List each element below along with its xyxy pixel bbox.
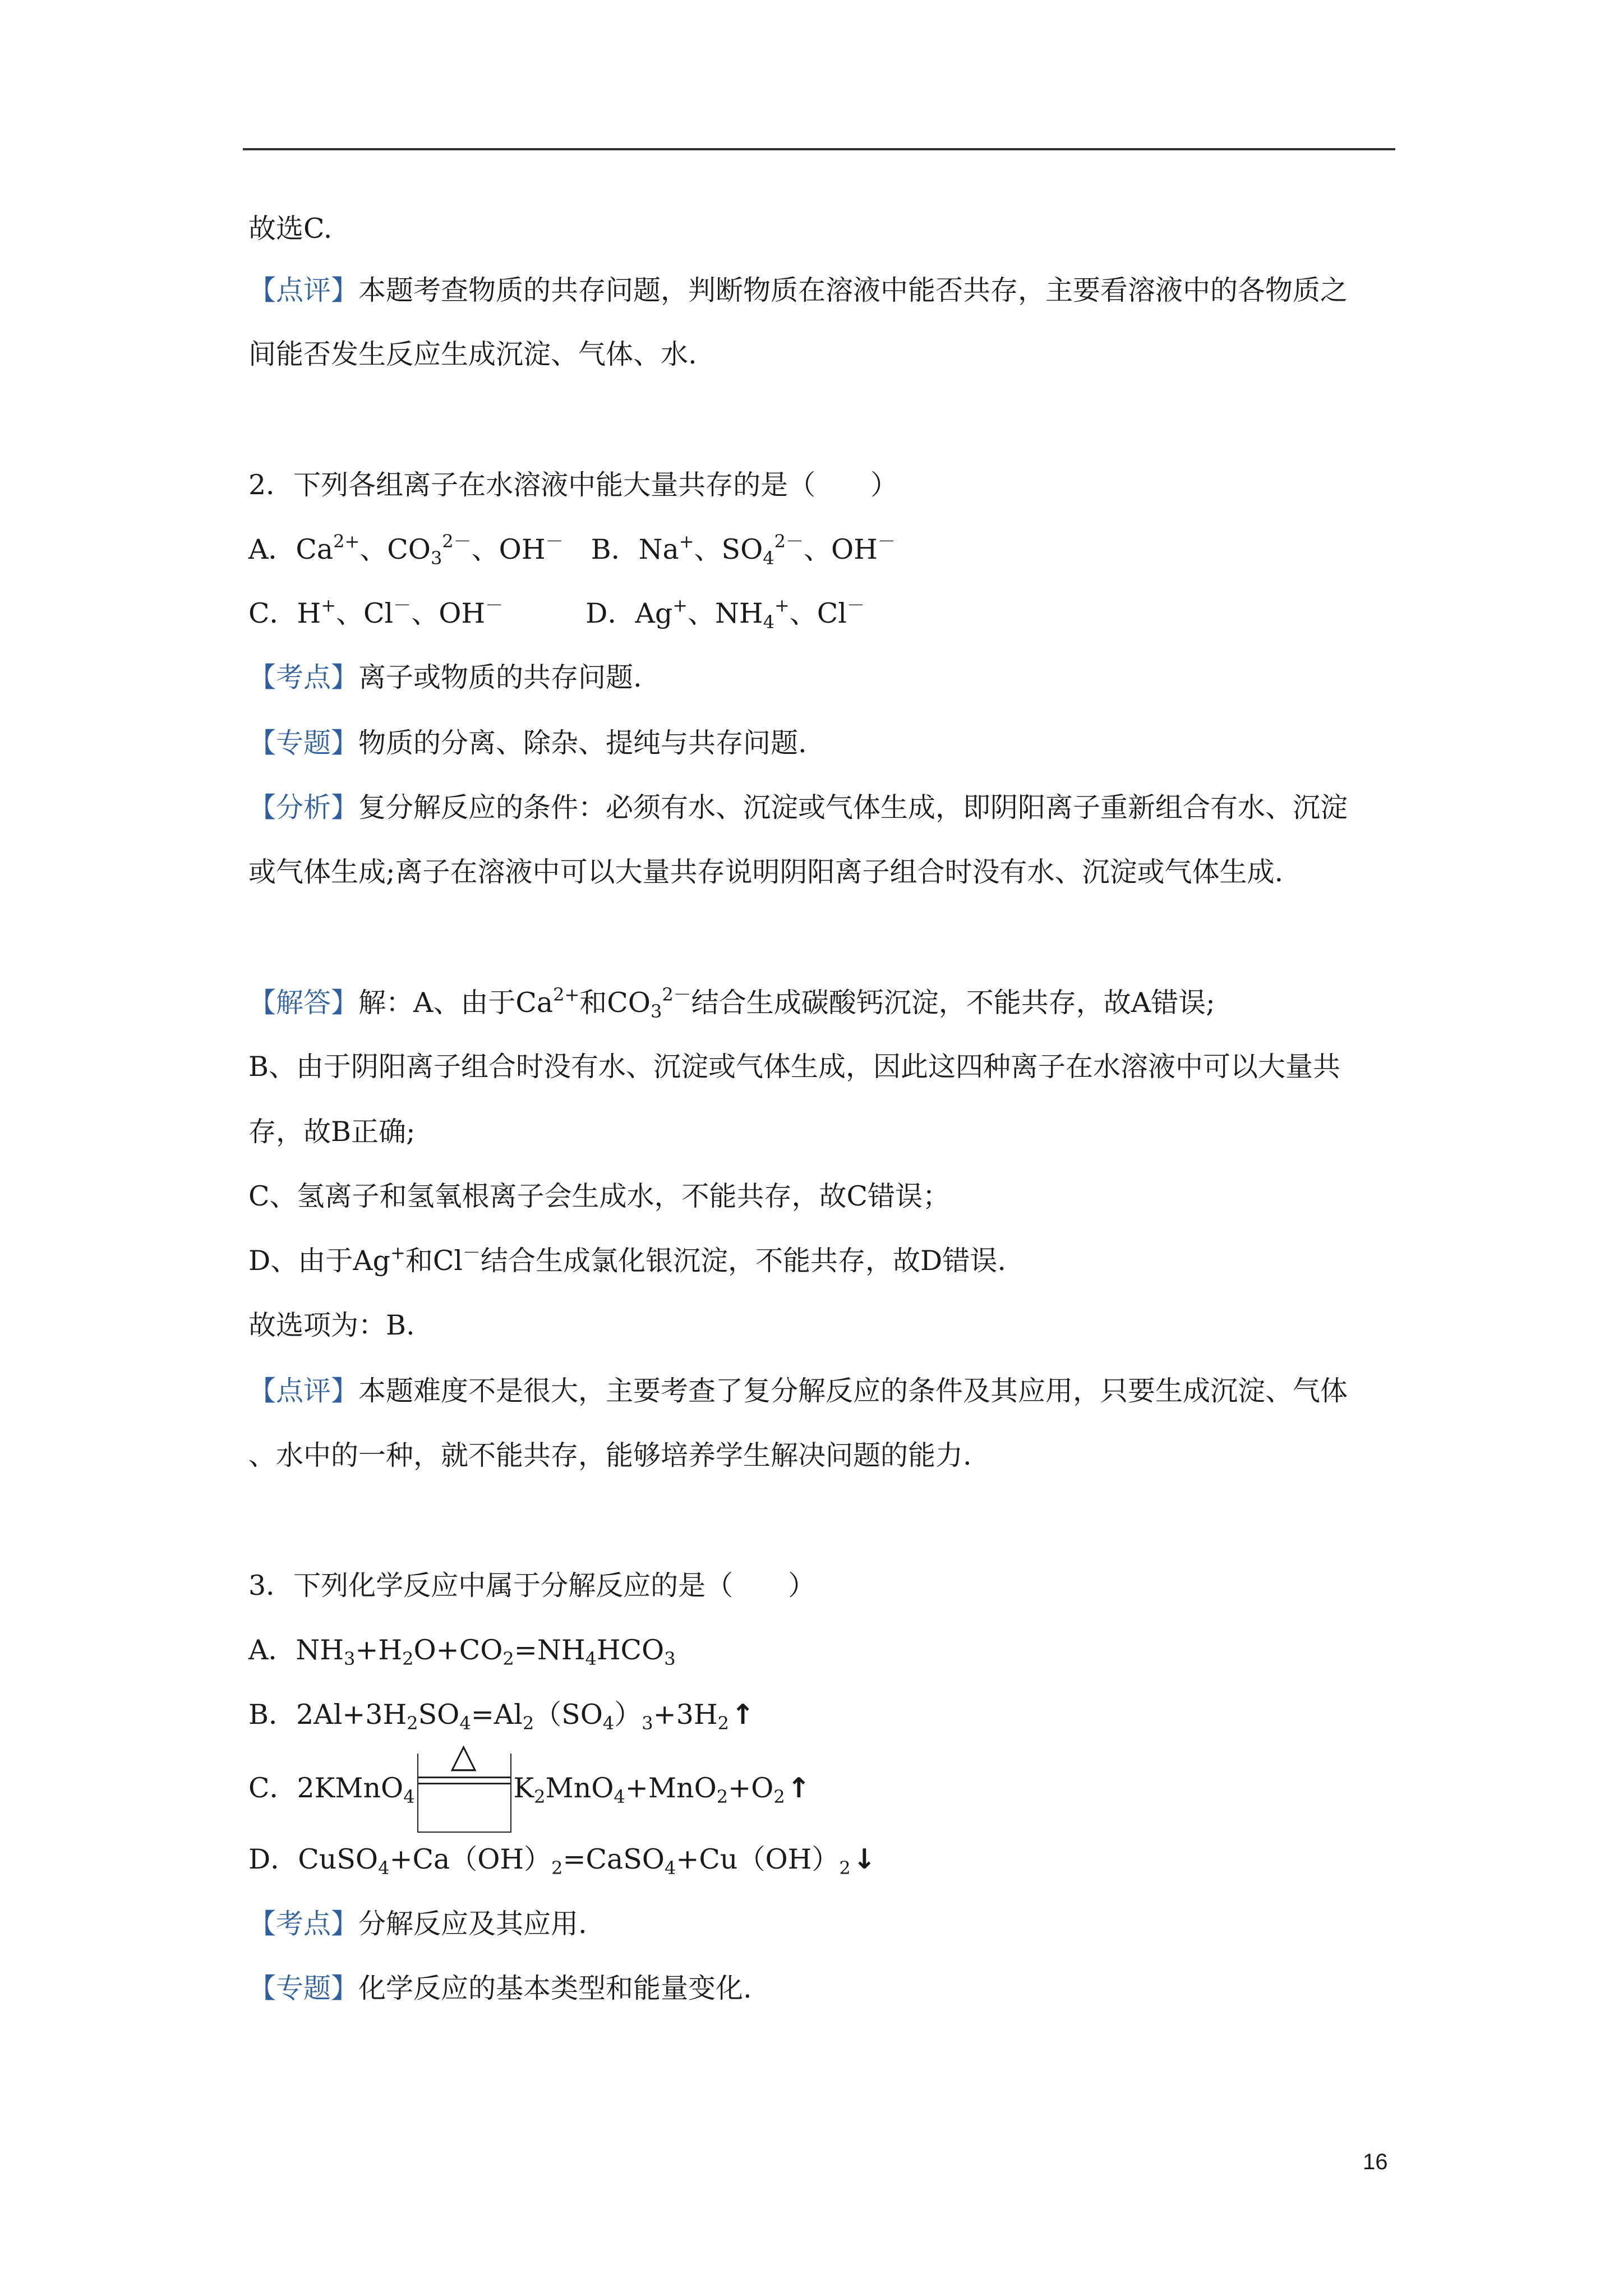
kaodian-line: 【考点】分解反应及其应用. xyxy=(248,1908,587,1940)
option-line: A．$Ca^{2+}$、$CO_3^{2-}$、OH－ B．Na+、$SO_4^{2-}$、OH－ xyxy=(248,531,896,569)
option-line: B．$2Al+3H_2SO_4=Al_2(SO_4)_3+3H_2↑$ xyxy=(248,1699,755,1734)
comment-line: 【点评】本题考查物质的共存问题，判断物质在溶液中能否共存，主要看溶液中的各物质之 xyxy=(248,274,1348,306)
option-line: C．H+、Cl－、OH－ D．Ag+、$NH_4^+$、Cl－ xyxy=(248,595,865,633)
option-line: C．2KMnO$_4$ △ $K_2MnO_4+MnO_2+O_2↑$ xyxy=(248,1772,810,1807)
jieda-line: 【解答】解：A、由于$Ca^{2+}$和$CO_3^{2-}$结合生成碳酸钙沉淀，不能共存，故A错误; xyxy=(248,984,1215,1022)
gas-arrow-icon: ↑ xyxy=(787,1772,810,1804)
header-rule xyxy=(243,148,1395,150)
zhuanti-line: 【专题】物质的分离、除杂、提纯与共存问题. xyxy=(248,727,807,759)
fenxi-line: 【分析】复分解反应的条件：必须有水、沉淀或气体生成，即阴阳离子重新组合有水、沉淀 xyxy=(248,792,1348,823)
comment-line: 【点评】本题难度不是很大，主要考查了复分解反应的条件及其应用，只要生成沉淀、气体 xyxy=(248,1375,1348,1407)
precipitate-arrow-icon: ↓ xyxy=(852,1843,876,1875)
question-stem: 3．下列化学反应中属于分解反应的是（ ） xyxy=(248,1570,816,1602)
text-line: 或气体生成;离子在溶液中可以大量共存说明阴阳离子组合时没有水、沉淀或气体生成. xyxy=(248,856,1284,888)
gas-arrow-icon: ↑ xyxy=(731,1699,755,1731)
kaodian-tag: 【考点】 xyxy=(248,1908,359,1940)
text-line: C、氢离子和氢氧根离子会生成水，不能共存，故C错误； xyxy=(248,1180,950,1212)
option-line: A．$NH_3+H_2O+CO_2=NH_4HCO_3$ xyxy=(248,1634,676,1669)
text-line: D、由于Ag+和Cl－结合生成氯化银沉淀，不能共存，故D错误. xyxy=(248,1242,1006,1277)
zhuanti-tag: 【专题】 xyxy=(248,1972,359,2004)
zhuanti-tag: 【专题】 xyxy=(248,727,359,759)
text-line: 故选项为：B. xyxy=(248,1309,415,1341)
option-line: D．$CuSO_4+Ca(OH)_2=CaSO_4+Cu(OH)_2↓$ xyxy=(248,1843,876,1879)
comment-tag: 【点评】 xyxy=(248,274,359,306)
heating-condition-icon: △ xyxy=(417,1774,511,1807)
text-line: 故选C. xyxy=(248,213,333,245)
jieda-tag: 【解答】 xyxy=(248,987,359,1019)
fenxi-tag: 【分析】 xyxy=(248,792,359,823)
page-number: 16 xyxy=(1363,2150,1388,2174)
kaodian-line: 【考点】离子或物质的共存问题. xyxy=(248,661,642,693)
text-line: 存，故B正确; xyxy=(248,1116,416,1148)
comment-tag: 【点评】 xyxy=(248,1375,359,1407)
question-stem: 2．下列各组离子在水溶液中能大量共存的是（ ） xyxy=(248,469,898,501)
text-line: B、由于阴阳离子组合时没有水、沉淀或气体生成，因此这四种离子在水溶液中可以大量共 xyxy=(248,1051,1341,1083)
kaodian-tag: 【考点】 xyxy=(248,661,359,693)
text-line: 、水中的一种，就不能共存，能够培养学生解决问题的能力. xyxy=(248,1439,972,1471)
text-line: 间能否发生反应生成沉淀、气体、水. xyxy=(248,338,697,370)
zhuanti-line: 【专题】化学反应的基本类型和能量变化. xyxy=(248,1972,752,2004)
